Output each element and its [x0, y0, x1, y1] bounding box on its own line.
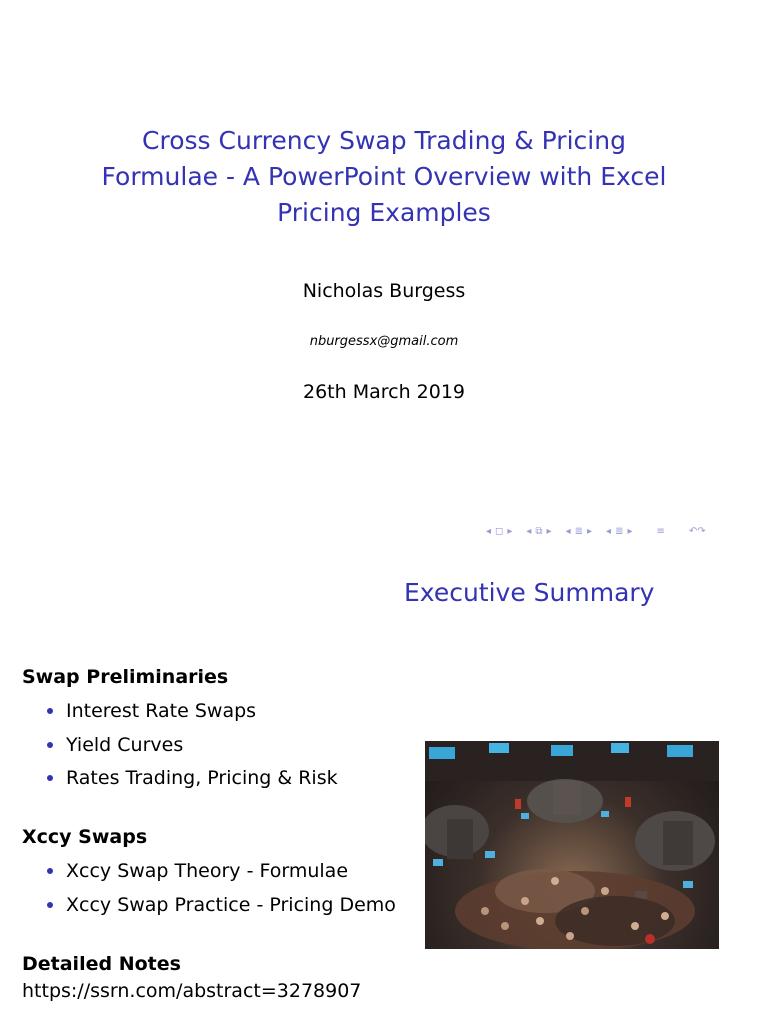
- trading-floor-illustration: [425, 741, 719, 949]
- executive-summary-slide: [0, 548, 768, 1024]
- presentation-title: [0, 123, 768, 231]
- section-heading-detailed-notes: Detailed Notes: [22, 953, 181, 975]
- nav-next-part-icon[interactable]: ▸: [627, 526, 633, 537]
- nav-part-icon[interactable]: ≣: [615, 526, 624, 537]
- author-name: Nicholas Burgess: [302, 280, 466, 302]
- nav-prev-frame-icon[interactable]: ◂: [486, 526, 492, 537]
- nav-align-icon[interactable]: ≡: [656, 526, 665, 537]
- nav-prev-subsection-icon[interactable]: ◂: [526, 526, 532, 537]
- ssrn-link[interactable]: https://ssrn.com/abstract=3278907: [22, 980, 362, 1002]
- nav-next-subsection-icon[interactable]: ▸: [546, 526, 552, 537]
- nav-prev-part-icon[interactable]: ◂: [606, 526, 612, 537]
- nav-next-section-icon[interactable]: ▸: [587, 526, 593, 537]
- title-line-3: Pricing Examples: [277, 198, 491, 227]
- list-item: Rates Trading, Pricing & Risk: [44, 764, 338, 798]
- beamer-navigation-bar: [486, 524, 706, 540]
- nav-prev-section-icon[interactable]: ◂: [565, 526, 571, 537]
- list-item: Yield Curves: [44, 731, 338, 765]
- nav-search-icon[interactable]: ↶↷: [688, 526, 706, 537]
- xccy-swaps-list: [44, 857, 396, 924]
- list-item: Xccy Swap Theory - Formulae: [44, 857, 396, 891]
- list-item: Xccy Swap Practice - Pricing Demo: [44, 891, 396, 925]
- section-heading-swap-preliminaries: Swap Preliminaries: [22, 666, 229, 688]
- title-line-1: Cross Currency Swap Trading & Pricing: [142, 126, 626, 155]
- title-line-2: Formulae - A PowerPoint Overview with Excel: [101, 162, 667, 191]
- frame-title: Executive Summary: [404, 578, 655, 607]
- swap-preliminaries-list: [44, 697, 338, 798]
- nav-frame-icon[interactable]: ◻: [495, 526, 504, 537]
- trading-floor-photo: [425, 741, 719, 949]
- nav-section-icon[interactable]: ≣: [574, 526, 583, 537]
- list-item: Interest Rate Swaps: [44, 697, 338, 731]
- presentation-date: 26th March 2019: [302, 381, 466, 403]
- section-heading-xccy-swaps: Xccy Swaps: [22, 826, 148, 848]
- author-email: nburgessx@gmail.com: [309, 334, 459, 349]
- nav-subsection-icon[interactable]: ⧉: [535, 526, 543, 537]
- nav-next-frame-icon[interactable]: ▸: [507, 526, 513, 537]
